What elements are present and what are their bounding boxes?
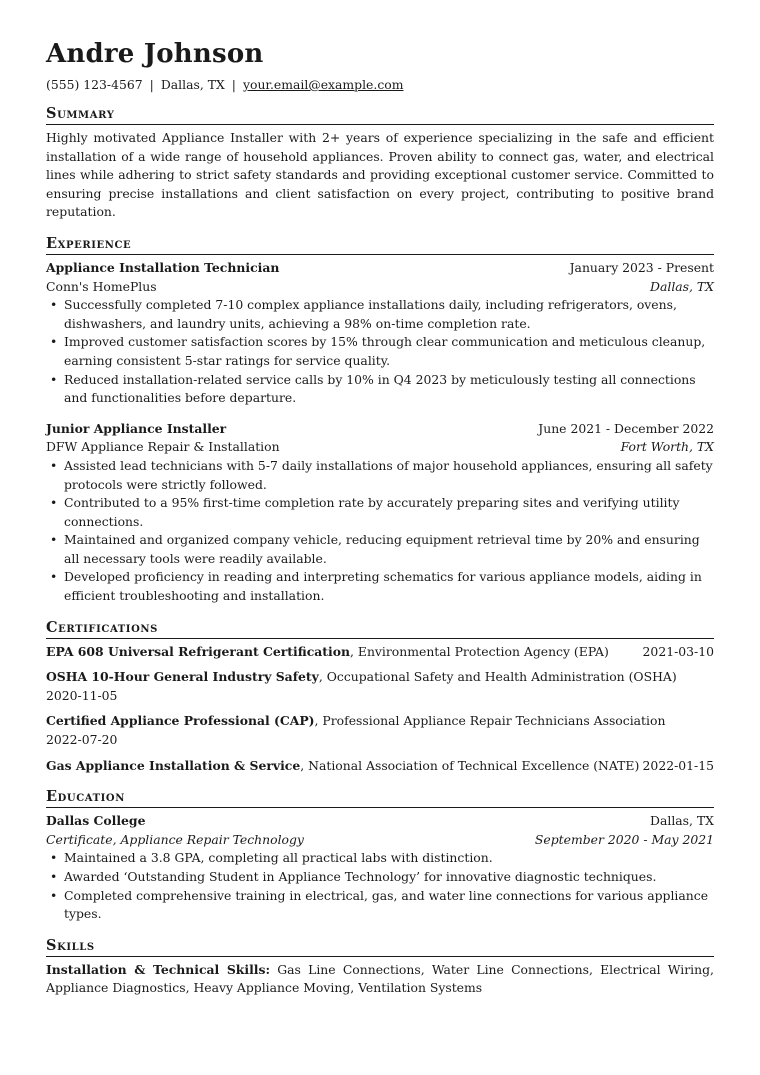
job-title: Junior Appliance Installer <box>46 420 227 436</box>
degree-name: Certificate, Appliance Repair Technology <box>46 831 304 847</box>
education-dates: September 2020 - May 2021 <box>534 831 714 847</box>
list-item: • Completed comprehensive training in electrical, gas, and water line connections for various appliance types. <box>46 887 714 924</box>
job-dates: January 2023 - Present <box>569 259 714 275</box>
job-title: Appliance Installation Technician <box>46 259 280 275</box>
school-location: Dallas, TX <box>650 813 714 829</box>
certification-entry <box>46 757 714 776</box>
skills-label: Installation & Technical Skills: <box>46 961 271 977</box>
school-name: Dallas College <box>46 813 146 829</box>
job-location: Dallas, TX <box>650 278 714 294</box>
job-location: Fort Worth, TX <box>620 439 714 455</box>
list-item: • Developed proficiency in reading and interpreting schematics for various appliance models, aiding in efficient troubleshooting and installation. <box>46 568 714 605</box>
certification-name: Certified Appliance Professional (CAP) <box>46 713 315 729</box>
list-item: • Successfully completed 7-10 complex appliance installations daily, including refrigerators, ovens, dishwashers, and laundry units, achieving a 98% on-time completion rate. <box>46 296 714 333</box>
certification-entry <box>46 643 714 662</box>
certification-entry <box>46 712 714 749</box>
certification-date: 2021-03-10 <box>642 643 714 659</box>
company-name: DFW Appliance Repair & Installation <box>46 439 280 455</box>
certification-name: OSHA 10-Hour General Industry Safety <box>46 669 319 685</box>
summary-text: Highly motivated Appliance Installer with 2+ years of experience specializing in the safe and efficient installation of a wide range of household appliances. Proven ability to connect gas, water, and electrical lines while adhering to strict safety standards and providing exceptional customer service. Committed to ensuring precise installations and client satisfaction on every project, contributing to positive brand reputation. <box>46 130 714 220</box>
skills-text <box>46 961 714 998</box>
skills-heading: Skills <box>46 936 714 957</box>
resume-page <box>46 38 714 1010</box>
contact-separator: | <box>149 77 154 92</box>
certification-issuer: , Environmental Protection Agency (EPA) <box>350 643 609 659</box>
certification-entry <box>46 668 714 705</box>
list-item: • Reduced installation-related service calls by 10% in Q4 2023 by meticulously testing all connections and functionalities before departure. <box>46 371 714 408</box>
list-item: • Maintained a 3.8 GPA, completing all practical labs with distinction. <box>46 849 714 868</box>
certification-name: Gas Appliance Installation & Service <box>46 757 301 773</box>
phone-number: (555) 123-4567 <box>46 77 143 92</box>
experience-entry <box>46 420 714 606</box>
education-heading: Education <box>46 787 714 808</box>
list-item: • Improved customer satisfaction scores by 15% through clear communication and meticulous cleanup, earning consistent 5-star ratings for service quality. <box>46 333 714 370</box>
list-item: • Contributed to a 95% first-time completion rate by accurately preparing sites and verifying utility connections. <box>46 494 714 531</box>
certification-date: 2020-11-05 <box>46 687 118 703</box>
contact-line <box>46 76 714 94</box>
certification-issuer: , National Association of Technical Excellence (NATE) <box>300 757 640 773</box>
summary-heading: Summary <box>46 104 714 125</box>
company-name: Conn's HomePlus <box>46 278 157 294</box>
certification-date: 2022-07-20 <box>46 732 118 748</box>
certification-name: EPA 608 Universal Refrigerant Certification <box>46 643 351 659</box>
certifications-heading: Certifications <box>46 618 714 639</box>
education-entry <box>46 812 714 924</box>
experience-entry <box>46 259 714 408</box>
candidate-name: Andre Johnson <box>46 39 264 69</box>
contact-separator: | <box>231 77 236 92</box>
list-item: • Assisted lead technicians with 5-7 daily installations of major household appliances, ensuring all safety protocols were strictly followed. <box>46 457 714 494</box>
email-link[interactable]: your.email@example.com <box>242 77 404 92</box>
location: Dallas, TX <box>160 77 225 92</box>
skills-list: Gas Line Connections, Water Line Connections, Electrical Wiring, Appliance Diagnostics, Heavy Appliance Moving, Ventilation Systems <box>46 961 714 996</box>
list-item: • Maintained and organized company vehicle, reducing equipment retrieval time by 20% and ensuring all necessary tools were readily available. <box>46 531 714 568</box>
certification-issuer: , Professional Appliance Repair Technicians Association <box>314 713 666 729</box>
certification-date: 2022-01-15 <box>642 757 714 773</box>
certification-issuer: , Occupational Safety and Health Administration (OSHA) <box>318 669 677 685</box>
experience-heading: Experience <box>46 234 714 255</box>
job-dates: June 2021 - December 2022 <box>538 420 714 436</box>
list-item: • Awarded ‘Outstanding Student in Appliance Technology’ for innovative diagnostic techniques. <box>46 868 714 887</box>
